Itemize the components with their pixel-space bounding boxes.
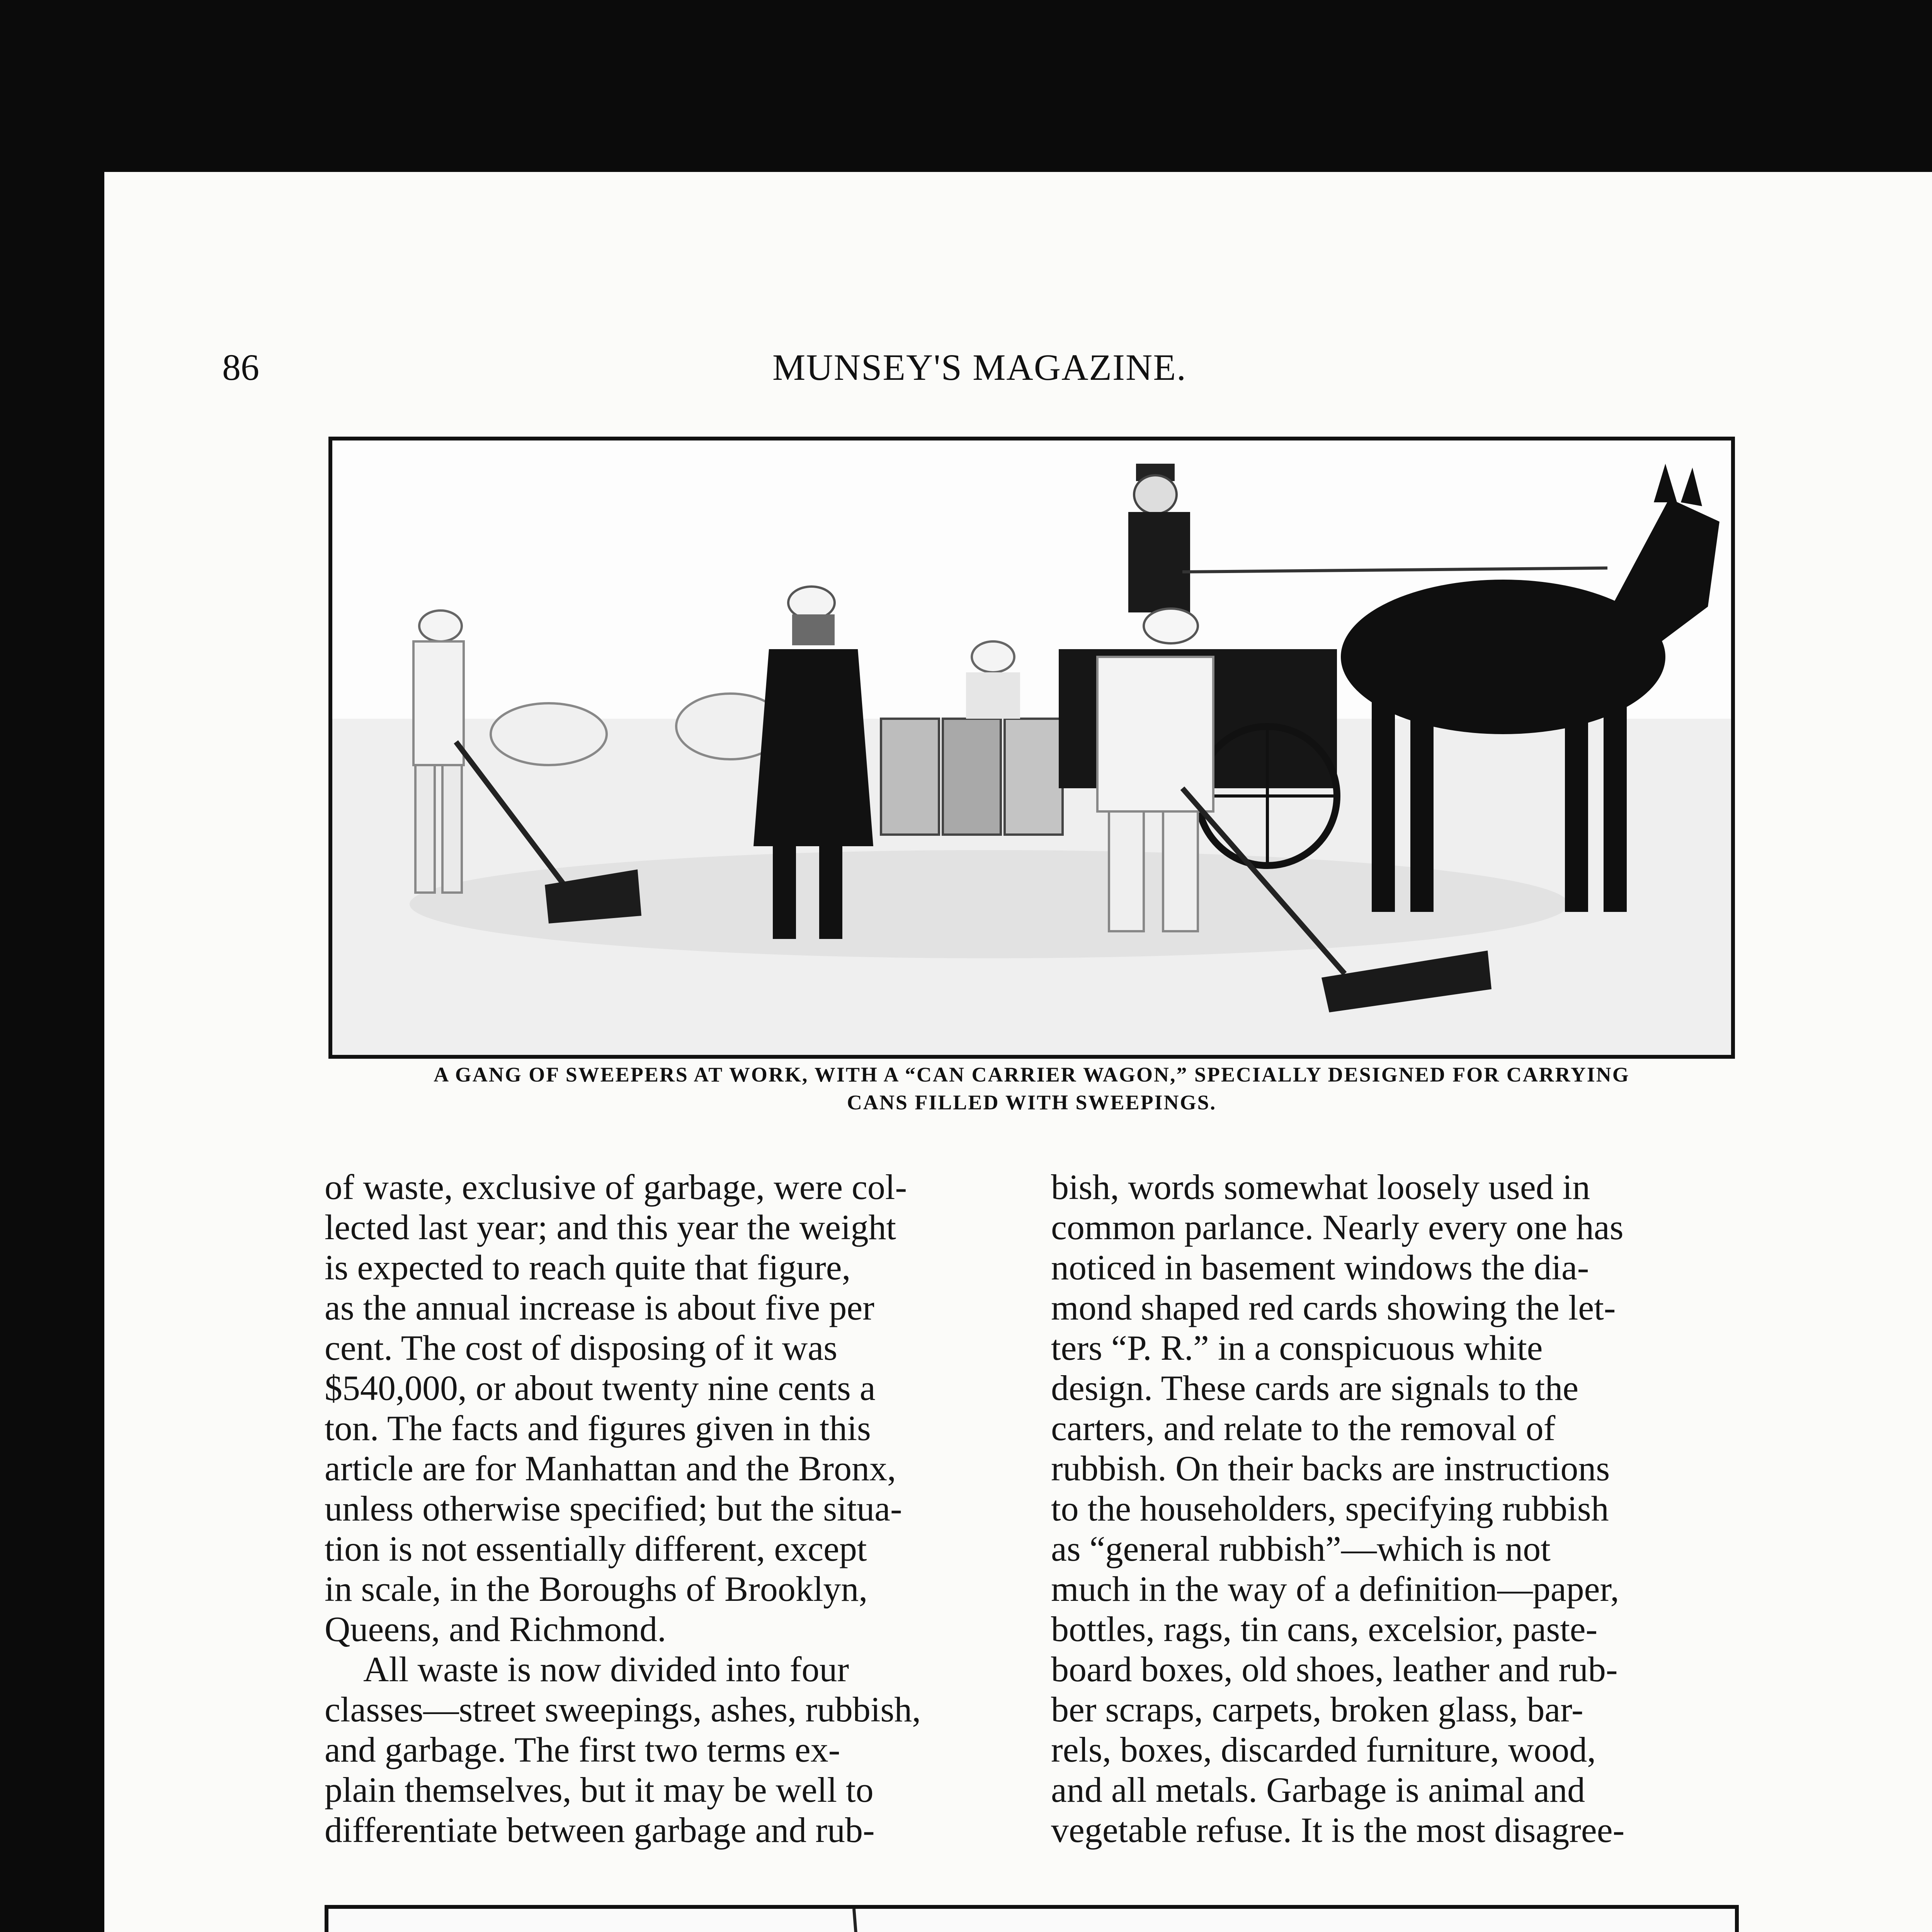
text-column-right xyxy=(1051,1167,1743,1850)
text-line: ton. The facts and figures given in this xyxy=(325,1408,871,1448)
caption-line: A GANG OF SWEEPERS AT WORK, WITH A “CAN CARRIER WAGON,” SPECIALLY DESIGNED FOR CARRYING xyxy=(434,1063,1630,1086)
text-line: ters “P. R.” in a conspicuous white xyxy=(1051,1328,1543,1367)
text-column-left xyxy=(325,1167,1016,1850)
running-title: MUNSEY'S MAGAZINE. xyxy=(772,347,1187,388)
text-line: much in the way of a definition—paper, xyxy=(1051,1569,1619,1609)
text-line: cent. The cost of disposing of it was xyxy=(325,1328,837,1367)
text-line: in scale, in the Boroughs of Brooklyn, xyxy=(325,1569,868,1609)
page-header xyxy=(222,346,1737,392)
text-line: classes—street sweepings, ashes, rubbish, xyxy=(325,1690,921,1729)
photo-sweepers xyxy=(328,437,1735,1059)
text-line: Queens, and Richmond. xyxy=(325,1609,667,1649)
text-line: bottles, rags, tin cans, excelsior, paste- xyxy=(1051,1609,1598,1649)
text-line: as “general rubbish”—which is not xyxy=(1051,1529,1551,1568)
text-line: All waste is now divided into four xyxy=(363,1650,849,1689)
text-line: lected last year; and this year the weight xyxy=(325,1208,896,1247)
text-line: carters, and relate to the removal of xyxy=(1051,1408,1556,1448)
text-line: design. These cards are signals to the xyxy=(1051,1368,1579,1408)
text-line: common parlance. Nearly every one has xyxy=(1051,1208,1624,1247)
text-line: board boxes, old shoes, leather and rub- xyxy=(1051,1650,1618,1689)
text-line: noticed in basement windows the dia- xyxy=(1051,1248,1589,1287)
text-line: unless otherwise specified; but the situa- xyxy=(325,1489,902,1528)
text-line: mond shaped red cards showing the let- xyxy=(1051,1288,1616,1327)
text-line: vegetable refuse. It is the most disagree- xyxy=(1051,1810,1625,1850)
text-line: rels, boxes, discarded furniture, wood, xyxy=(1051,1730,1596,1769)
caption-line: CANS FILLED WITH SWEEPINGS. xyxy=(847,1091,1217,1114)
page-number: 86 xyxy=(222,347,259,388)
text-line: bish, words somewhat loosely used in xyxy=(1051,1167,1590,1207)
text-line: $540,000, or about twenty nine cents a xyxy=(325,1368,876,1408)
text-line: tion is not essentially different, except xyxy=(325,1529,867,1568)
text-line: to the householders, specifying rubbish xyxy=(1051,1489,1609,1528)
text-line: plain themselves, but it may be well to xyxy=(325,1770,874,1810)
text-line: is expected to reach quite that figure, xyxy=(325,1248,851,1287)
text-line: article are for Manhattan and the Bronx, xyxy=(325,1449,896,1488)
text-line: of waste, exclusive of garbage, were col- xyxy=(325,1167,907,1207)
text-line: differentiate between garbage and rub- xyxy=(325,1810,875,1850)
text-line: as the annual increase is about five per xyxy=(325,1288,874,1327)
carriage-illustration xyxy=(328,1909,1735,1932)
text-line: rubbish. On their backs are instructions xyxy=(1051,1449,1610,1488)
text-line: ber scraps, carpets, broken glass, bar- xyxy=(1051,1690,1583,1729)
photo-superintendent xyxy=(325,1905,1739,1932)
text-line: and all metals. Garbage is animal and xyxy=(1051,1770,1585,1810)
text-line: and garbage. The first two terms ex- xyxy=(325,1730,840,1769)
sweepers-illustration xyxy=(332,440,1731,1055)
caption-sweepers xyxy=(328,1061,1735,1116)
